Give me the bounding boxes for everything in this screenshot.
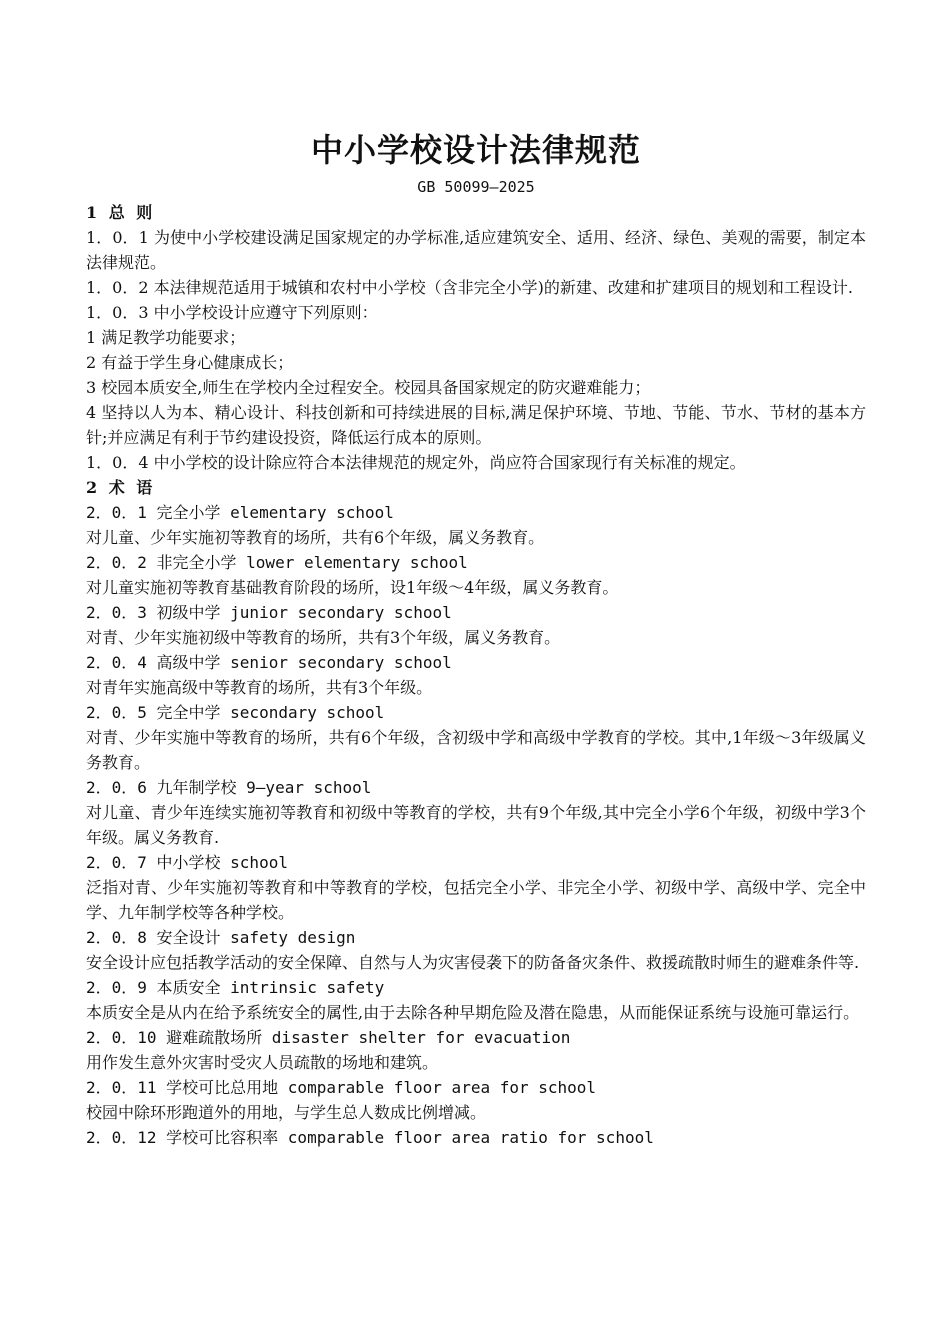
term-definition: 用作发生意外灾害时受灾人员疏散的场地和建筑。 bbox=[86, 1053, 439, 1072]
term-definition: 对儿童、青少年连续实施初等教育和初级中等教育的学校，共有9个年级,其中完全小学6个年级，初级中学3个年级。属义务教育. bbox=[86, 803, 866, 847]
standard-code: GB 50099—2025 bbox=[417, 178, 535, 196]
term-definition: 泛指对青、少年实施初等教育和中等教育的学校，包括完全小学、非完全小学、初级中学、高级中学、完全中学、九年制学校等各种学校。 bbox=[86, 878, 866, 922]
term-heading: 2．0．2 非完全小学 lower elementary school bbox=[86, 553, 468, 572]
term-definition: 对儿童实施初等教育基础教育阶段的场所，设1年级～4年级，属义务教育。 bbox=[86, 578, 619, 597]
term-heading: 2．0．11 学校可比总用地 comparable floor area for school bbox=[86, 1078, 597, 1097]
principle-4: 4 坚持以人为本、精心设计、科技创新和可持续进展的目标,满足保护环境、节地、节能、节水、节材的基本方针;并应满足有利于节约建设投资，降低运行成本的原则。 bbox=[86, 403, 866, 447]
principle-1: 1 满足教学功能要求； bbox=[86, 328, 246, 347]
principle-2: 2 有益于学生身心健康成长； bbox=[86, 353, 294, 372]
section-heading-general: 1 总 则 bbox=[86, 203, 156, 222]
term-heading: 2．0．5 完全中学 secondary school bbox=[86, 703, 385, 722]
section-heading-terms: 2 术 语 bbox=[86, 478, 156, 497]
term-definition: 对儿童、少年实施初等教育的场所，共有6个年级，属义务教育。 bbox=[86, 528, 545, 547]
term-definition: 校园中除环形跑道外的用地，与学生总人数成比例增减。 bbox=[86, 1103, 487, 1122]
term-definition: 对青年实施高级中等教育的场所，共有3个年级。 bbox=[86, 678, 433, 697]
term-heading: 2．0．12 学校可比容积率 comparable floor area ratio for school bbox=[86, 1128, 654, 1147]
term-heading: 2．0．8 安全设计 safety design bbox=[86, 928, 356, 947]
term-definition: 本质安全是从内在给予系统安全的属性,由于去除各种早期危险及潜在隐患，从而能保证系统与设施可靠运行。 bbox=[86, 1003, 860, 1022]
term-heading: 2．0．7 中小学校 school bbox=[86, 853, 288, 872]
clause-1-0-4: 1．0．4 中小学校的设计除应符合本法律规范的规定外，尚应符合国家现行有关标准的规定。 bbox=[86, 453, 746, 472]
term-definition: 安全设计应包括教学活动的安全保障、自然与人为灾害侵袭下的防备备灾条件、救援疏散时师生的避难条件等. bbox=[86, 953, 860, 972]
term-heading: 2．0．6 九年制学校 9—year school bbox=[86, 778, 372, 797]
principle-3: 3 校园本质安全,师生在学校内全过程安全。校园具备国家规定的防灾避难能力； bbox=[86, 378, 651, 397]
clause-1-0-3: 1．0．3 中小学校设计应遵守下列原则： bbox=[86, 303, 378, 322]
term-heading: 2．0．1 完全小学 elementary school bbox=[86, 503, 394, 522]
document-title: 中小学校设计法律规范 bbox=[310, 131, 641, 169]
clause-1-0-1: 1．0．1 为使中小学校建设满足国家规定的办学标准,适应建筑安全、适用、经济、绿色、美观的需要，制定本法律规范。 bbox=[86, 228, 866, 272]
term-definition: 对青、少年实施中等教育的场所，共有6个年级，含初级中学和高级中学教育的学校。其中,1年级～3年级属义务教育。 bbox=[86, 728, 866, 772]
document-page bbox=[86, 128, 866, 1150]
clause-1-0-2: 1．0．2 本法律规范适用于城镇和农村中小学校（含非完全小学)的新建、改建和扩建项目的规划和工程设计. bbox=[86, 278, 853, 297]
term-definition: 对青、少年实施初级中等教育的场所，共有3个年级，属义务教育。 bbox=[86, 628, 561, 647]
term-heading: 2．0．10 避难疏散场所 disaster shelter for evacuation bbox=[86, 1028, 571, 1047]
term-heading: 2．0．9 本质安全 intrinsic safety bbox=[86, 978, 385, 997]
term-heading: 2．0．4 高级中学 senior secondary school bbox=[86, 653, 452, 672]
term-heading: 2．0．3 初级中学 junior secondary school bbox=[86, 603, 452, 622]
